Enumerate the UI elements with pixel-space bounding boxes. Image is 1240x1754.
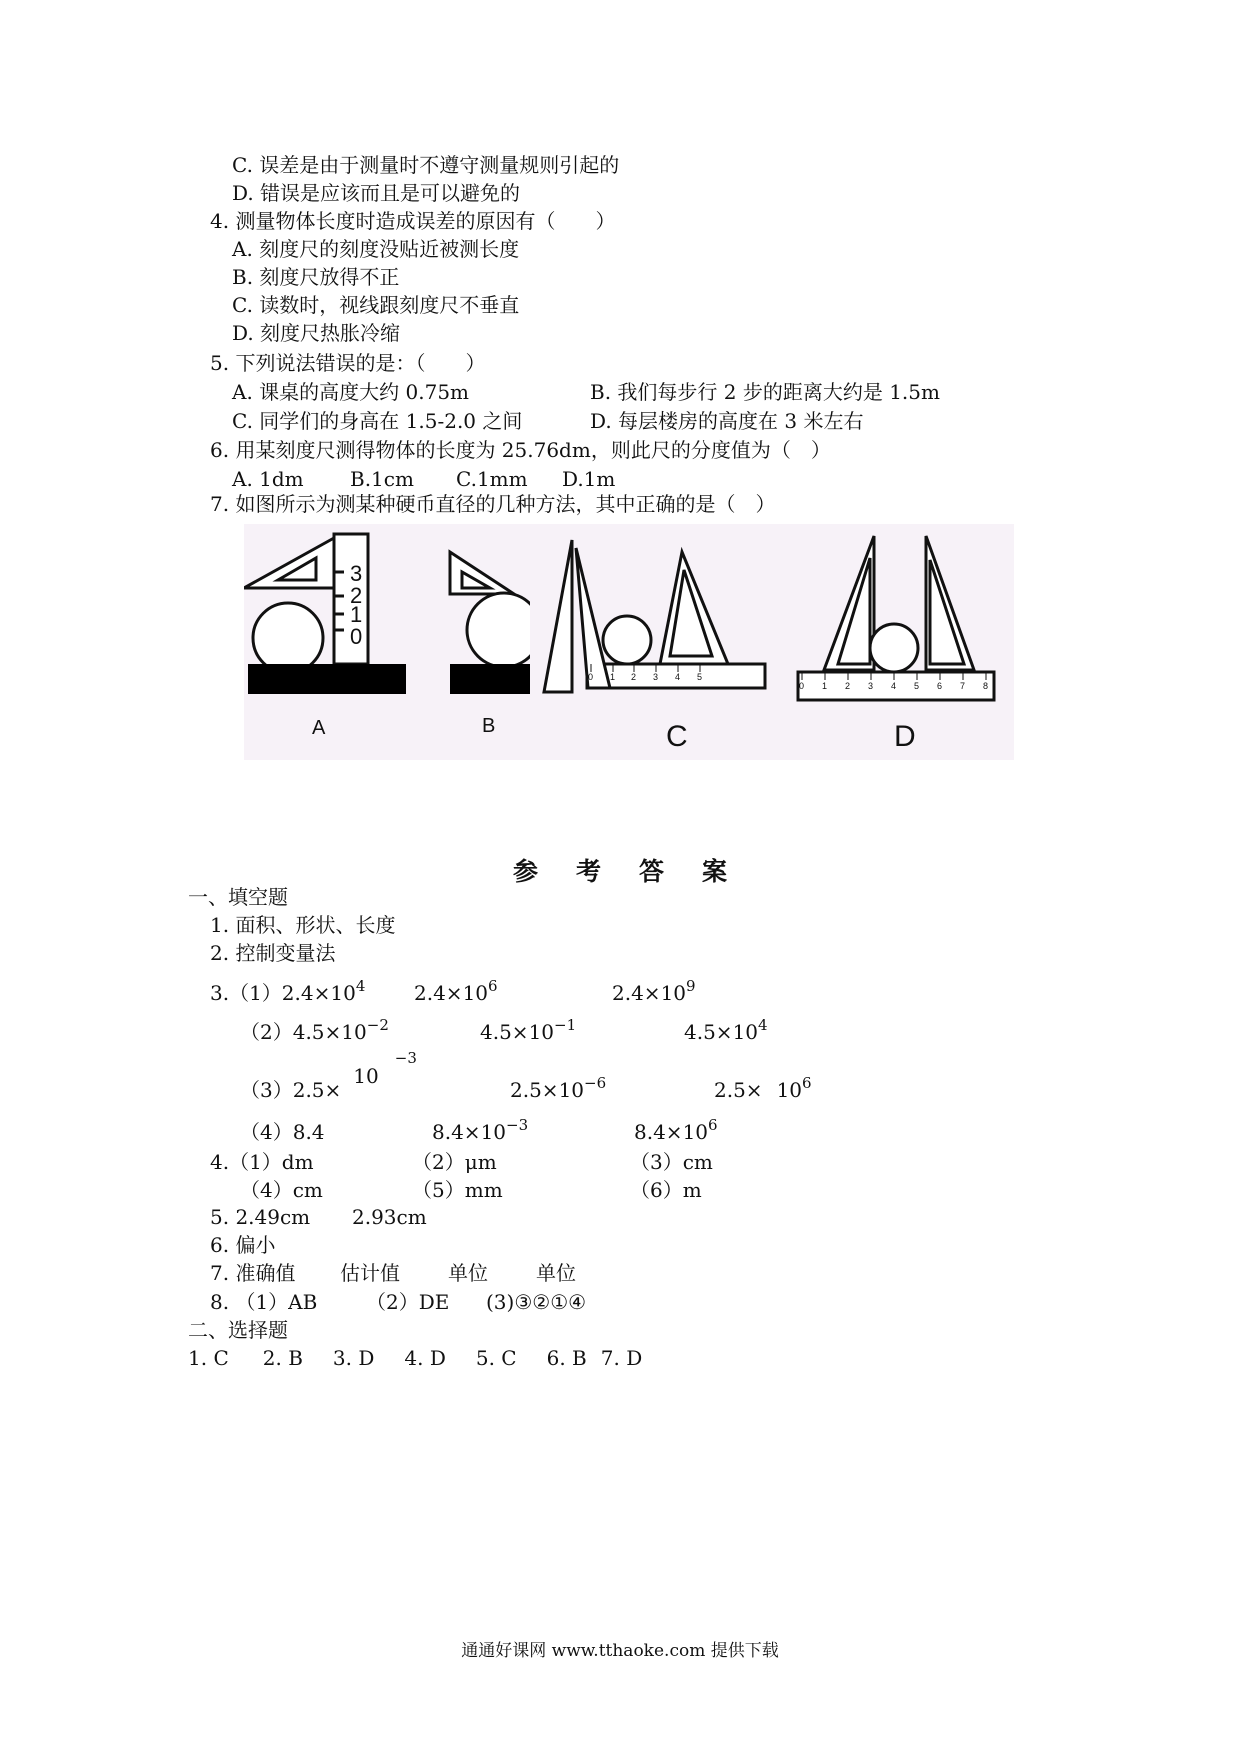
answer-3-1-c <box>612 977 696 1007</box>
ten: 10 <box>341 1020 367 1044</box>
q4-option-c: C. 读数时，视线跟刻度尺不垂直 <box>232 293 520 317</box>
answer-3-1-b <box>414 977 498 1007</box>
answer-7-b: 估计值 <box>340 1261 400 1285</box>
exponent: 4 <box>355 977 366 995</box>
exponent: 4 <box>758 1016 768 1034</box>
q6-stem: 6. 用某刻度尺测得物体的长度为 25.76dm，则此尺的分度值为（ ） <box>210 438 831 462</box>
panel-d-tick-3: 3 <box>868 681 874 691</box>
answer-3-3-b <box>510 1074 607 1104</box>
panel-c-tick-1: 1 <box>610 672 616 682</box>
q5-option-a: A. 课桌的高度大约 0.75m <box>232 380 470 404</box>
section-multiple-choice: 二、选择题 <box>188 1318 288 1342</box>
panel-d-tick-6: 6 <box>937 681 943 691</box>
value: 4.5× <box>684 1020 733 1044</box>
q5-option-c: C. 同学们的身高在 1.5-2.0 之间 <box>232 409 523 433</box>
answer-3-1 <box>210 977 366 1007</box>
ten: 10 <box>462 981 489 1005</box>
value: 2.4× <box>612 981 661 1005</box>
ten: 10 <box>330 981 356 1005</box>
value: 2.4× <box>414 981 463 1005</box>
answer-3-4-b <box>432 1116 529 1146</box>
answer-4-6: （6）m <box>630 1178 702 1202</box>
choice-answer: 4. D <box>404 1346 446 1370</box>
section-fill-blank: 一、填空题 <box>188 885 288 909</box>
ten: 10 <box>660 981 687 1005</box>
ten: 10 <box>528 1020 555 1044</box>
answer-3-4: （4）8.4 <box>240 1120 325 1144</box>
answer-5-b: 2.93cm <box>352 1205 427 1229</box>
page-footer: 通通好课网 www.tthaoke.com 提供下载 <box>461 1641 779 1661</box>
q6-option-c: C.1mm <box>456 467 528 491</box>
value: 8.4× <box>634 1120 683 1144</box>
value: 8.4× <box>432 1120 481 1144</box>
answer-7-a: 7. 准确值 <box>210 1261 296 1285</box>
choice-answers <box>188 1346 642 1370</box>
panel-c-tick-2: 2 <box>631 672 637 682</box>
choice-answer: 3. D <box>332 1346 375 1370</box>
panel-d-tick-4: 4 <box>891 681 897 691</box>
choice-answer: 2. B <box>262 1346 303 1370</box>
panel-c-label: C <box>666 720 688 753</box>
panel-b-label: B <box>482 715 496 737</box>
answer-8-a: 8. （1）AB <box>210 1290 318 1314</box>
answer-6: 6. 偏小 <box>210 1233 276 1257</box>
exponent: −1 <box>554 1016 577 1034</box>
q4-option-d: D. 刻度尺热胀冷缩 <box>232 321 401 345</box>
answer-3-1-v1: 3.（1）2.4× <box>210 981 331 1005</box>
q5-option-d: D. 每层楼房的高度在 3 米左右 <box>590 409 864 433</box>
answer-8-c: (3)③②①④ <box>486 1290 587 1314</box>
value: （3）2.5× <box>240 1078 342 1102</box>
ten: 10 <box>732 1020 759 1044</box>
answer-8-b: （2）DE <box>366 1290 450 1314</box>
q7-stem: 7. 如图所示为测某种硬币直径的几种方法，其中正确的是（ ） <box>210 492 776 516</box>
coin-measurement-figure <box>244 524 1014 760</box>
ten: 10 <box>353 1064 379 1088</box>
panel-d-tick-2: 2 <box>845 681 851 691</box>
answer-4-1: 4.（1）dm <box>210 1150 314 1174</box>
panel-d-label: D <box>894 720 916 753</box>
panel-d-tick-5: 5 <box>914 681 920 691</box>
answer-1: 1. 面积、形状、长度 <box>210 913 396 937</box>
panel-d-tick-0: 0 <box>799 681 805 691</box>
exponent: −3 <box>506 1116 529 1134</box>
exponent: 6 <box>488 977 498 995</box>
panel-d-tick-7: 7 <box>960 681 966 691</box>
answers-title: 参考答案 <box>512 857 765 886</box>
prev-option-c: C. 误差是由于测量时不遵守测量规则引起的 <box>232 153 620 177</box>
answer-3-4-c <box>634 1116 718 1146</box>
value: 2.5× <box>510 1078 559 1102</box>
choice-answer: 1. C <box>188 1346 229 1370</box>
exponent: 6 <box>802 1074 812 1092</box>
choice-answer: 7. D <box>600 1346 643 1370</box>
ten: 10 <box>558 1078 585 1102</box>
panel-d-tick-8: 8 <box>983 681 989 691</box>
exponent: 9 <box>686 977 696 995</box>
panel-a-tick-0: 0 <box>350 624 363 649</box>
panel-c-tick-3: 3 <box>653 672 659 682</box>
panel-a-tick-3: 3 <box>350 561 363 586</box>
answer-4-4: （4）cm <box>240 1178 323 1202</box>
panel-b-base <box>450 664 534 694</box>
panel-a-label: A <box>312 717 326 739</box>
answer-3-2 <box>240 1016 389 1046</box>
exponent: −6 <box>584 1074 607 1092</box>
ten: 10 <box>480 1120 507 1144</box>
answer-7-c: 单位 <box>448 1261 488 1285</box>
panel-a-tick-2: 2 <box>350 583 363 608</box>
choice-answer: 6. B <box>546 1346 587 1370</box>
answer-3-3 <box>240 1049 417 1104</box>
answer-3-2-b <box>480 1016 577 1046</box>
answer-4-2: （2）μm <box>412 1150 497 1174</box>
panel-a-base <box>248 664 406 694</box>
value: 4.5× <box>480 1020 529 1044</box>
q4-option-b: B. 刻度尺放得不正 <box>232 265 400 289</box>
panel-c-tick-5: 5 <box>697 672 703 682</box>
answer-5-a: 5. 2.49cm <box>210 1205 311 1229</box>
panel-c-tick-0: 0 <box>588 672 594 682</box>
value: 2.5× <box>714 1078 763 1102</box>
exponent: 6 <box>708 1116 718 1134</box>
panel-d-tick-1: 1 <box>822 681 828 691</box>
answer-4-3: （3）cm <box>630 1150 713 1174</box>
exponent: −3 <box>394 1049 417 1067</box>
ten: 10 <box>776 1078 803 1102</box>
q6-option-b: B.1cm <box>350 467 414 491</box>
answer-4-5: （5）mm <box>412 1178 503 1202</box>
q4-stem: 4. 测量物体长度时造成误差的原因有（ ） <box>210 209 616 233</box>
ten: 10 <box>682 1120 709 1144</box>
prev-option-d: D. 错误是应该而且是可以避免的 <box>232 181 521 205</box>
answer-7-d: 单位 <box>536 1261 576 1285</box>
panel-a-tick-1: 1 <box>350 602 363 627</box>
q5-stem: 5. 下列说法错误的是：（ ） <box>210 351 486 375</box>
value: （2）4.5× <box>240 1020 342 1044</box>
q6-option-d: D.1m <box>562 467 616 491</box>
q6-option-a: A. 1dm <box>232 467 304 491</box>
answer-3-2-c <box>684 1016 768 1046</box>
exponent: −2 <box>366 1016 389 1034</box>
q4-option-a: A. 刻度尺的刻度没贴近被测长度 <box>232 237 520 261</box>
q5-option-b: B. 我们每步行 2 步的距离大约是 1.5m <box>590 380 940 404</box>
answer-2: 2. 控制变量法 <box>210 941 336 965</box>
choice-answer: 5. C <box>475 1346 517 1370</box>
panel-c-tick-4: 4 <box>675 672 681 682</box>
answer-3-3-c <box>714 1074 812 1104</box>
